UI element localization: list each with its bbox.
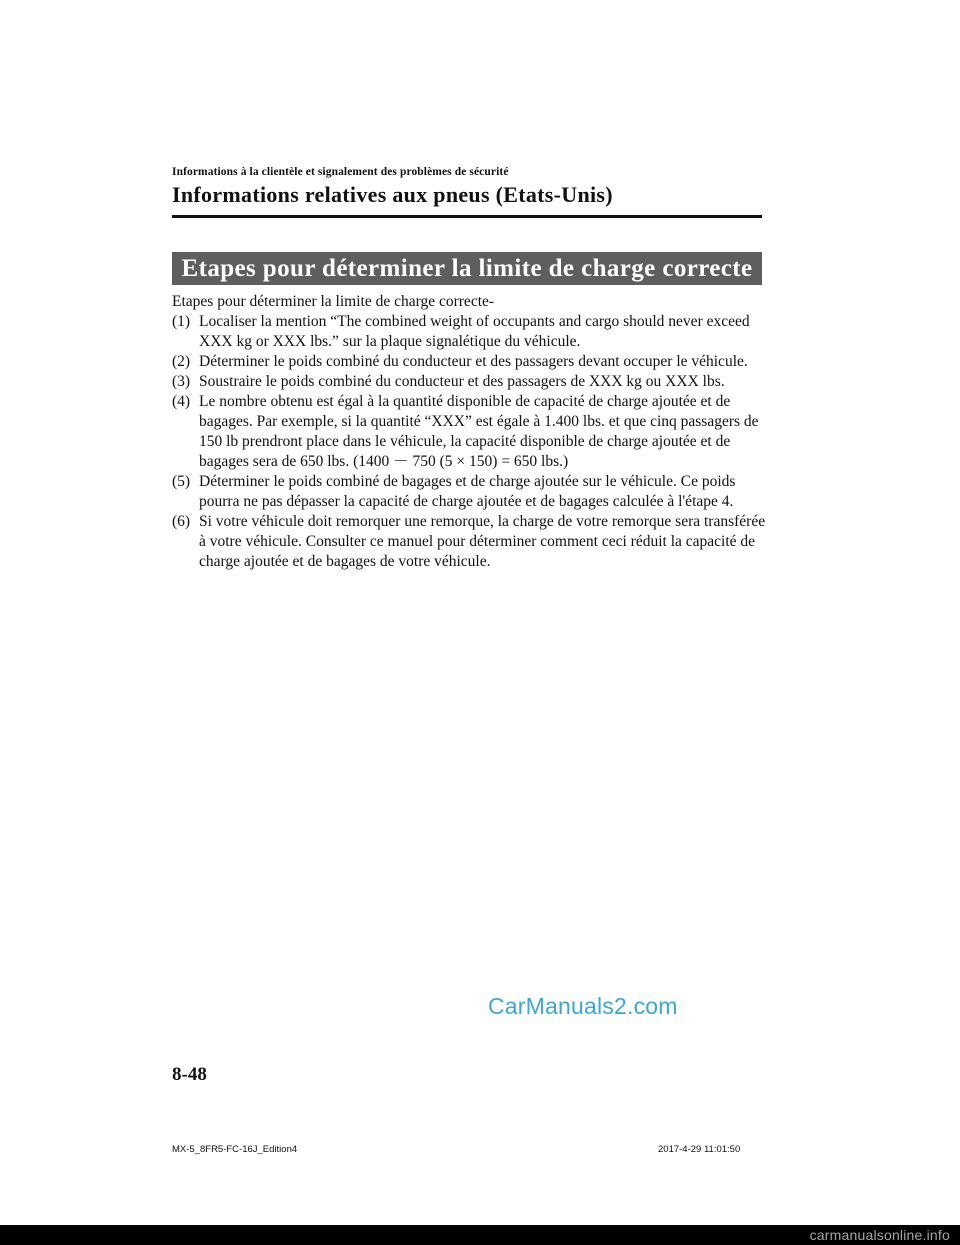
bottom-watermark-text: carmanualsonline.info: [809, 1227, 950, 1243]
section-banner: [172, 252, 762, 285]
list-item: [172, 472, 772, 512]
step-text: Localiser la mention “The combined weight of occupants and cargo should never exceed XXX kg or XXX lbs.” sur la plaque signalétique du véhicule.: [199, 313, 750, 350]
step-number: (1): [172, 313, 191, 330]
step-number: (5): [172, 473, 191, 490]
step-number: (3): [172, 373, 191, 390]
footer-timestamp: 2017-4-29 11:01:50: [658, 1144, 741, 1155]
step-number: (2): [172, 353, 191, 370]
list-item: [172, 312, 772, 352]
breadcrumb: Informations à la clientèle et signalement des problèmes de sécurité: [172, 166, 509, 178]
intro-text: Etapes pour déterminer la limite de charge correcte-: [172, 293, 495, 310]
bottom-watermark-strip: [0, 1225, 960, 1245]
list-item: [172, 372, 772, 392]
page-number: 8-48: [172, 1064, 207, 1085]
step-number: (6): [172, 513, 191, 530]
page-title: Informations relatives aux pneus (Etats-Unis): [172, 182, 613, 207]
footer-document-id: MX-5_8FR5-FC-16J_Edition4: [172, 1144, 298, 1155]
step-text: Le nombre obtenu est égal à la quantité disponible de capacité de charge ajoutée et de bagages. Par exemple, si la quantité “XXX” est égale à 1.400 lbs. et que cinq passagers de 150 lb prendront place dans le véhicule, la capacité disponible de charge ajoutée et de bagages sera de 650 lbs. (1400 － 750 (5 × 150) = 650 lbs.): [199, 393, 759, 470]
steps-list: [172, 312, 772, 572]
section-banner-title: Etapes pour déterminer la limite de charge correcte: [181, 254, 753, 282]
watermark-logo: CarManuals2.com: [488, 993, 678, 1019]
step-number: (4): [172, 393, 191, 410]
title-divider: [172, 215, 762, 218]
step-text: Si votre véhicule doit remorquer une remorque, la charge de votre remorque sera transférée à votre véhicule. Consulter ce manuel pour déterminer comment ceci réduit la capacité de charge ajoutée et de bagages de votre véhicule.: [199, 513, 766, 570]
content-body: [172, 292, 772, 572]
list-item: [172, 512, 772, 572]
list-item: [172, 352, 772, 372]
list-item: [172, 392, 772, 472]
step-text: Soustraire le poids combiné du conducteur et des passagers de XXX kg ou XXX lbs.: [199, 373, 725, 390]
step-text: Déterminer le poids combiné du conducteur et des passagers devant occuper le véhicule.: [199, 353, 748, 370]
step-text: Déterminer le poids combiné de bagages et de charge ajoutée sur le véhicule. Ce poids pourra ne pas dépasser la capacité de charge ajoutée et de bagages calculée à l'étape 4.: [199, 473, 736, 510]
